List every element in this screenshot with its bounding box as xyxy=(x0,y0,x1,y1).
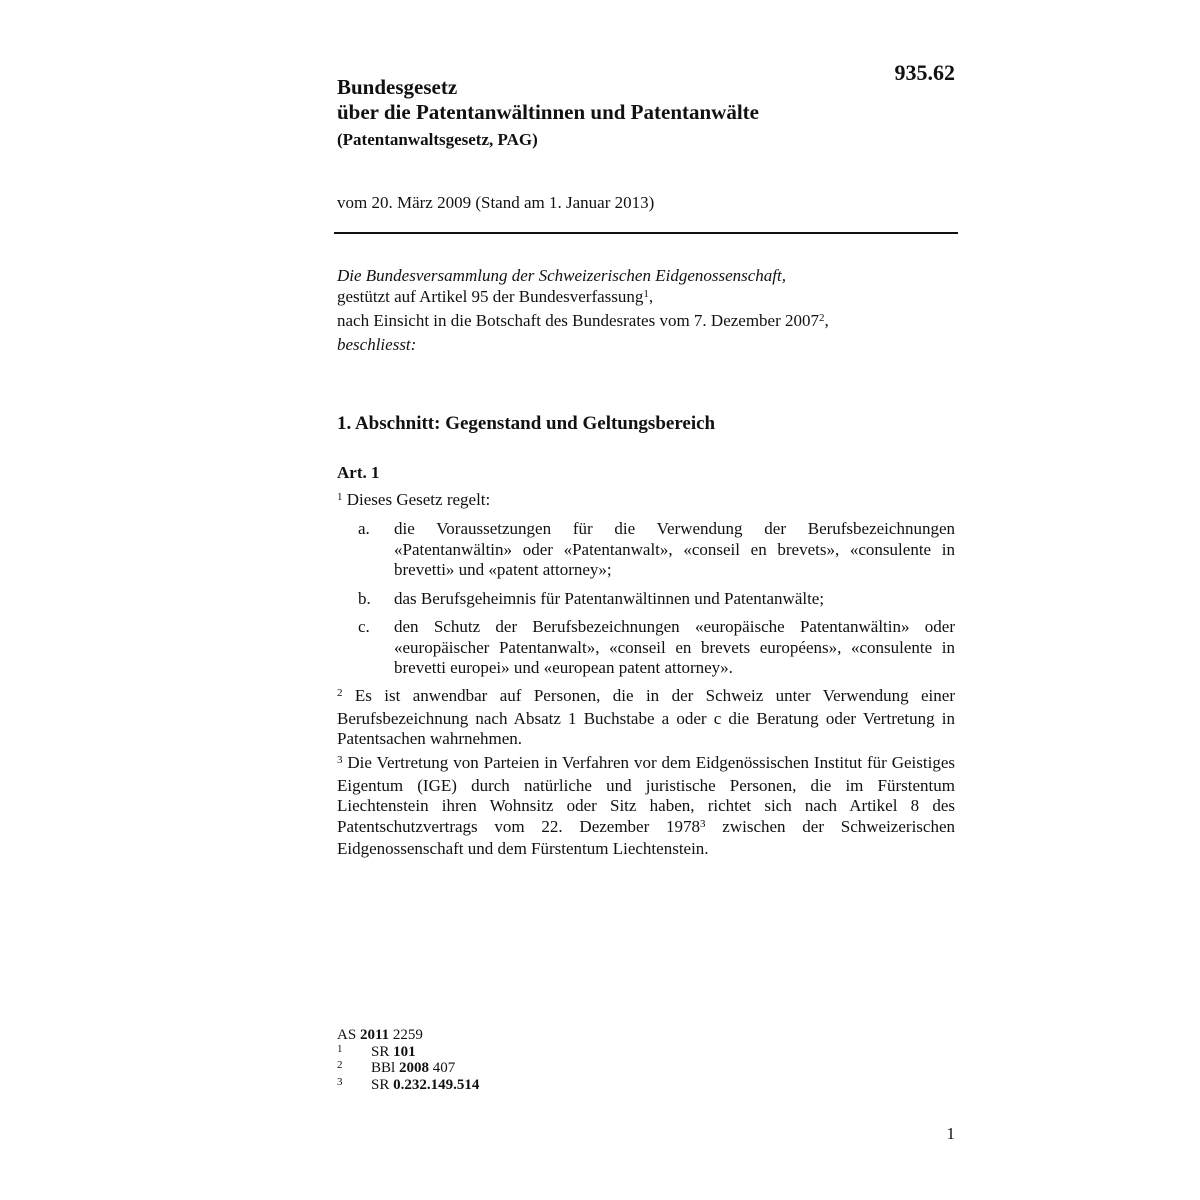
preamble-line-3: nach Einsicht in die Botschaft des Bundesrates vom 7. Dezember 2007$^2$, xyxy=(337,311,829,330)
article-heading: Art. 1 xyxy=(337,463,380,482)
title-line-2: über die Patentanwältinnen und Patentanwälte xyxy=(337,100,759,124)
footnote-marker: 2 xyxy=(337,1059,343,1071)
preamble-line-2: gestützt auf Artikel 95 der Bundesverfassung$^1$, xyxy=(337,287,654,306)
sr-number: 935.62 xyxy=(894,60,955,85)
paragraph-3: $^3$ Die Vertretung von Parteien in Verfahren vor dem Eidgenössischen Institut für Geistiges Eigentum (IGE) durch natürliche und juristische Personen, die im Fürstentum Liechtenstein ihren Wohnsitz oder Sitz haben, richtet sich nach Artikel 8 des Patentschutzvertrags vom 22. Dezember 1978$^3$ zwischen der Schweizerischen Eidgenossenschaft und dem Fürstentum Liechtenstein. xyxy=(337,753,955,858)
page-number: 1 xyxy=(946,1124,955,1143)
footnote-ref-3[interactable]: 3 xyxy=(700,817,706,830)
list-text: den Schutz der Berufsbezeichnungen «europäische Patentanwältin» oder «europäischer Patentanwalt», «conseil en brevets européens», «consulente in brevetti europei» und «european patent attorney». xyxy=(394,617,955,677)
list-text: das Berufsgeheimnis für Patentanwältinnen und Patentanwälte; xyxy=(394,589,825,608)
list-letter: b. xyxy=(358,589,371,608)
footnotes xyxy=(337,1027,479,1093)
list-item-b xyxy=(337,589,955,610)
header-divider xyxy=(334,232,958,234)
footnote-3: 3 SR 0.232.149.514 xyxy=(337,1075,480,1093)
preamble-line-1: Die Bundesversammlung der Schweizerischen Eidgenossenschaft, xyxy=(337,266,786,285)
paragraph-number: 3 xyxy=(337,754,343,766)
footnote-2: 2 BBl 2008 407 xyxy=(337,1059,456,1076)
list-letter: a. xyxy=(358,519,370,538)
footnote-marker: 1 xyxy=(337,1042,343,1055)
list-item-c xyxy=(337,617,955,679)
list-item-a xyxy=(337,519,955,581)
footnote-as: AS 2011 2259 xyxy=(337,1027,423,1043)
date-line: vom 20. März 2009 (Stand am 1. Januar 2013) xyxy=(337,193,655,212)
document-subtitle: (Patentanwaltsgesetz, PAG) xyxy=(337,130,538,149)
paragraph-2: $^2$ Es ist anwendbar auf Personen, die in der Schweiz unter Verwendung einer Berufsbezeichnung nach Absatz 1 Buchstabe a oder c die Beratung oder Vertretung in Patentsachen wahrnehmen. xyxy=(337,686,955,748)
section-heading: 1. Abschnitt: Gegenstand und Geltungsbereich xyxy=(337,413,716,434)
paragraph-number: 2 xyxy=(337,687,343,699)
list-letter: c. xyxy=(358,617,370,636)
paragraph-number: 1 xyxy=(337,491,343,503)
footnote-marker: 3 xyxy=(337,1075,343,1088)
document-title xyxy=(337,75,759,125)
footnote-1: 1 SR 101 xyxy=(337,1042,416,1060)
title-line-1: Bundesgesetz xyxy=(337,75,458,99)
footnote-ref-1[interactable]: 1 xyxy=(643,288,649,300)
preamble xyxy=(337,265,957,355)
preamble-line-4: beschliesst: xyxy=(337,335,417,354)
list-text: die Voraussetzungen für die Verwendung der Berufsbezeichnungen «Patentanwältin» oder «Patentanwalt», «conseil en brevets», «consulente in brevetti» und «patent attorney»; xyxy=(394,519,955,579)
paragraph-1: $^1$ Dieses Gesetz regelt: xyxy=(337,490,491,509)
footnote-ref-2[interactable]: 2 xyxy=(819,312,825,324)
